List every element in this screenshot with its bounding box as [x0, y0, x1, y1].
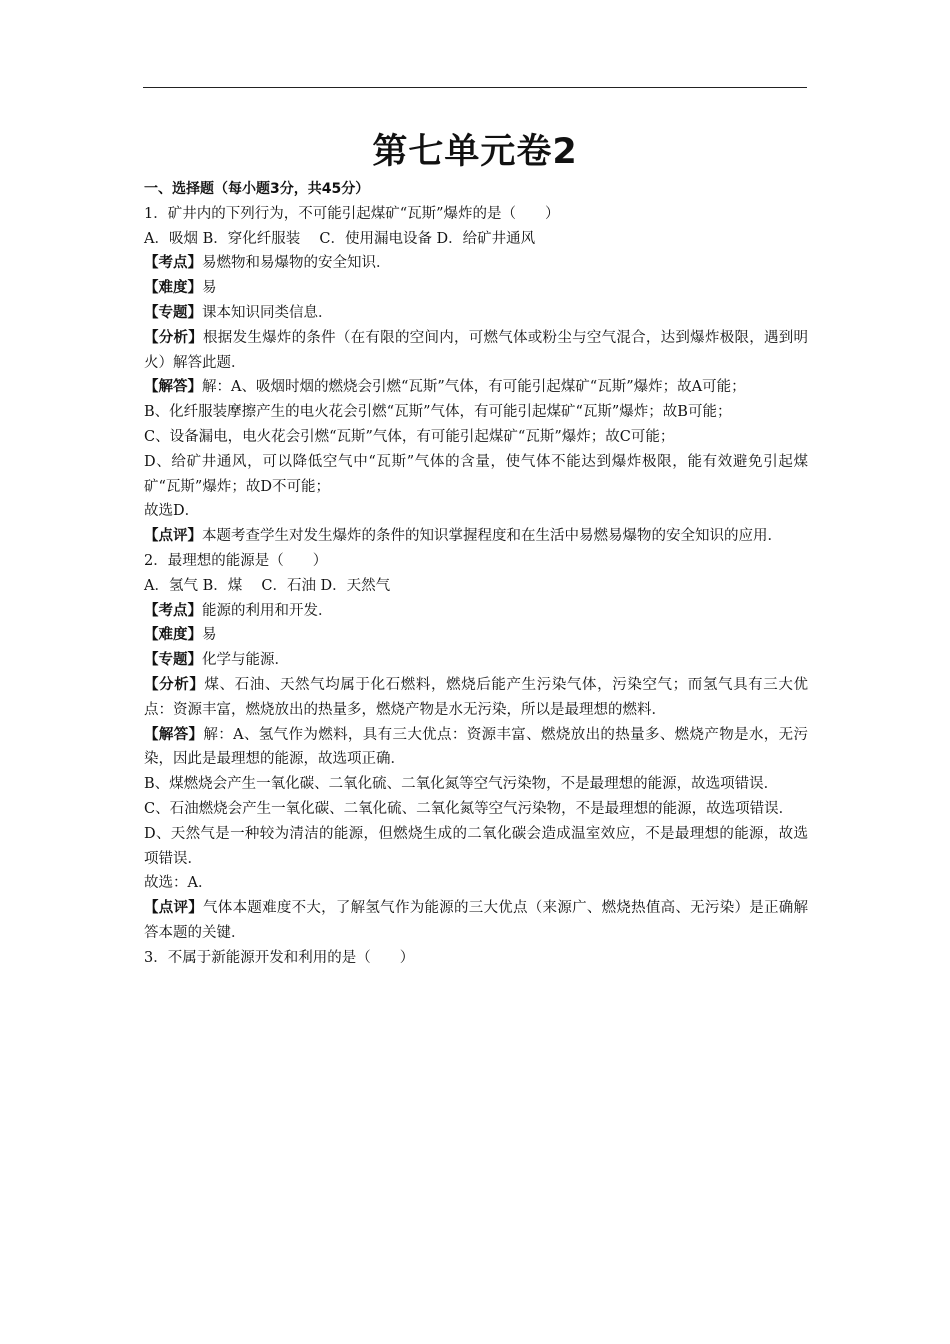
jieda-tag: 【解答】 [144, 379, 202, 396]
zhuanti-line [144, 301, 808, 326]
kaodian-text: 能源的利用和开发． [202, 602, 333, 619]
jieda-line: B、化纤服装摩擦产生的电火花会引燃“瓦斯”气体，有可能引起煤矿“瓦斯”爆炸；故B可能； [144, 404, 732, 421]
question-options: A．氢气 B．煤 C．石油 D．天然气 [144, 577, 391, 594]
zhuanti-line [144, 648, 808, 673]
kaodian-line [144, 251, 808, 276]
jieda-line: C、石油燃烧会产生一氧化碳、二氧化硫、二氧化氮等空气污染物，不是最理想的能源，故选项错误． [144, 800, 794, 817]
header-rule [143, 87, 807, 88]
dianping-tag: 【点评】 [144, 900, 204, 917]
nandu-tag: 【难度】 [144, 280, 202, 297]
zhuanti-text: 化学与能源． [202, 652, 289, 669]
page-title: 第七单元卷2 [372, 132, 578, 172]
jieda-text: 解：A、氢气作为燃料，具有三大优点：资源丰富、燃烧放出的热量多、燃烧产物是水，无污染，因此是最理想的能源，故选项正确． [144, 726, 809, 768]
jieda-line [144, 723, 808, 773]
fenxi-text: 根据发生爆炸的条件（在有限的空间内，可燃气体或粉尘与空气混合，达到爆炸极限，遇到明火）解答此题． [144, 329, 808, 371]
fenxi-text: 煤、石油、天然气均属于化石燃料，燃烧后能产生污染气体，污染空气；而氢气具有三大优点：资源丰富，燃烧放出的热量多，燃烧产物是水无污染，所以是最理想的燃料． [144, 676, 808, 718]
kaodian-text: 易燃物和易爆物的安全知识． [202, 255, 391, 272]
fenxi-line [144, 326, 808, 376]
nandu-line [144, 623, 808, 648]
question-options: A．吸烟 B．穿化纤服装 C．使用漏电设备 D．给矿井通风 [144, 230, 536, 247]
zhuanti-text: 课本知识同类信息． [202, 304, 333, 321]
jieda-line: 故选D． [144, 503, 200, 520]
nandu-text: 易 [202, 280, 217, 297]
jieda-text: 解：A、吸烟时烟的燃烧会引燃“瓦斯”气体，有可能引起煤矿“瓦斯”爆炸；故A可能； [202, 379, 746, 396]
zhuanti-tag: 【专题】 [144, 652, 202, 669]
nandu-line [144, 276, 808, 301]
jieda-line [144, 375, 808, 400]
fenxi-tag: 【分析】 [144, 676, 205, 693]
fenxi-line [144, 673, 808, 723]
jieda-line: D、给矿井通风，可以降低空气中“瓦斯”气体的含量，使气体不能达到爆炸极限，能有效避免引起煤矿“瓦斯”爆炸；故D不可能； [144, 453, 808, 495]
dianping-tag: 【点评】 [144, 528, 202, 545]
document-body [144, 177, 808, 971]
jieda-tag: 【解答】 [144, 726, 204, 743]
dianping-text: 气体本题难度不大，了解氢气作为能源的三大优点（来源广、燃烧热值高、无污染）是正确解答本题的关键． [144, 900, 808, 941]
nandu-text: 易 [202, 627, 217, 644]
question-stem: 2．最理想的能源是（ ） [144, 552, 328, 569]
zhuanti-tag: 【专题】 [144, 304, 202, 321]
dianping-line [144, 524, 808, 549]
jieda-line: B、煤燃烧会产生一氧化碳、二氧化硫、二氧化氮等空气污染物，不是最理想的能源，故选项错误． [144, 776, 779, 793]
jieda-line: C、设备漏电，电火花会引燃“瓦斯”气体，有可能引起煤矿“瓦斯”爆炸；故C可能； [144, 428, 675, 445]
question-stem: 3．不属于新能源开发和利用的是（ ） [144, 949, 415, 966]
nandu-tag: 【难度】 [144, 627, 202, 644]
jieda-line: D、天然气是一种较为清洁的能源，但燃烧生成的二氧化碳会造成温室效应，不是最理想的能源，故选项错误． [144, 825, 808, 867]
fenxi-tag: 【分析】 [144, 329, 204, 346]
kaodian-line [144, 599, 808, 624]
kaodian-tag: 【考点】 [144, 602, 202, 619]
section-heading: 一、选择题（每小题3分，共45分） [144, 181, 370, 197]
dianping-line [144, 896, 808, 946]
dianping-text: 本题考查学生对发生爆炸的条件的知识掌握程度和在生活中易燃易爆物的安全知识的应用． [202, 528, 782, 545]
jieda-line: 故选：A． [144, 875, 213, 892]
kaodian-tag: 【考点】 [144, 255, 202, 272]
question-stem: 1．矿井内的下列行为，不可能引起煤矿“瓦斯”爆炸的是（ ） [144, 205, 560, 222]
